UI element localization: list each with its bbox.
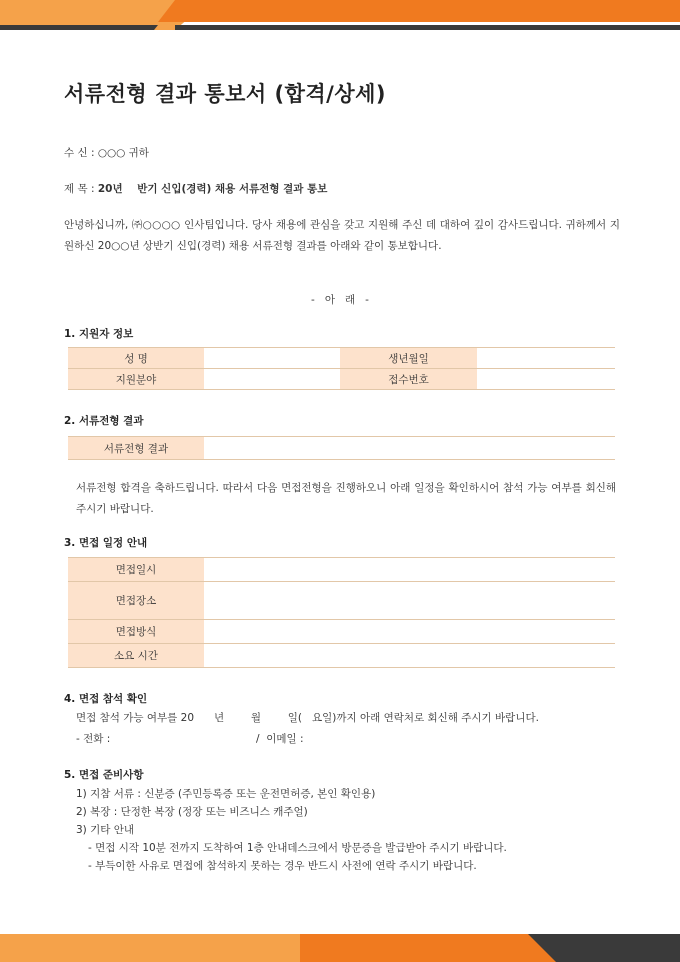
subject-line [64, 181, 327, 196]
duration-field[interactable] [204, 644, 615, 668]
attendance-reply-line: 면접 참석 가능 여부를 20 년 월 일( 요일)까지 아래 연락처로 회신해 주시기 바랍니다. [76, 712, 539, 724]
name-label: 성 명 [68, 348, 204, 369]
phone-label: - 전화 : [76, 733, 111, 745]
screening-result-label: 서류전형 결과 [68, 437, 204, 460]
table-row [68, 582, 615, 620]
list-item: - 부득이한 사유로 면접에 참석하지 못하는 경우 반드시 사전에 연락 주시기 바랍니다. [88, 860, 477, 872]
section5-heading: 5. 면접 준비사항 [64, 769, 144, 781]
subject-text: 년 반기 신입(경력) 채용 서류전형 결과 통보 [112, 183, 328, 195]
email-label: / 이메일 : [256, 733, 304, 745]
section2-heading: 2. 서류전형 결과 [64, 415, 144, 427]
subject-label: 제 목 : [64, 183, 98, 195]
duration-label: 소요 시간 [68, 644, 204, 668]
section4-heading: 4. 면접 참석 확인 [64, 693, 148, 705]
application-number-label: 접수번호 [340, 369, 477, 390]
interview-location-label: 면접장소 [68, 582, 204, 620]
screening-result-field[interactable] [204, 437, 615, 460]
table-row [68, 644, 615, 668]
birthdate-field[interactable] [477, 348, 615, 369]
interview-method-label: 면접방식 [68, 620, 204, 644]
table-row [68, 437, 615, 460]
list-item: 3) 기타 안내 [76, 824, 135, 836]
interview-datetime-field[interactable] [204, 558, 615, 582]
subject-year: 20 [97, 183, 113, 195]
section1-heading: 1. 지원자 정보 [64, 328, 134, 340]
list-item: - 면접 시작 10분 전까지 도착하여 1층 안내데스크에서 방문증을 발급받아 주시기 바랍니다. [88, 842, 507, 854]
name-field[interactable] [204, 348, 340, 369]
field-of-application-field[interactable] [204, 369, 340, 390]
list-item: 1) 지참 서류 : 신분증 (주민등록증 또는 운전면허증, 본인 확인용) [76, 788, 376, 800]
below-marker: - 아 래 - [311, 294, 369, 306]
applicant-info-table [68, 347, 615, 390]
table-row [68, 558, 615, 582]
interview-method-field[interactable] [204, 620, 615, 644]
table-row [68, 620, 615, 644]
screening-result-table [68, 436, 615, 460]
list-item: 2) 복장 : 단정한 복장 (정장 또는 비즈니스 캐주얼) [76, 806, 308, 818]
screening-message: 서류전형 합격을 축하드립니다. 따라서 다음 면접전형을 진행하오니 아래 일정을 확인하시어 참석 가능 여부를 회신해 주시기 바랍니다. [76, 482, 616, 515]
document-title: 서류전형 결과 통보서 (합격/상세) [64, 82, 387, 106]
application-number-field[interactable] [477, 369, 615, 390]
birthdate-label: 생년월일 [340, 348, 477, 369]
field-of-application-label: 지원분야 [68, 369, 204, 390]
section3-heading: 3. 면접 일정 안내 [64, 537, 148, 549]
interview-datetime-label: 면접일시 [68, 558, 204, 582]
interview-schedule-table [68, 557, 615, 668]
interview-location-field[interactable] [204, 582, 615, 620]
recipient-line: 수 신 : ○○○ 귀하 [64, 147, 149, 159]
intro-paragraph: 안녕하십니까, ㈜○○○○ 인사팀입니다. 당사 채용에 관심을 갖고 지원해 주신 데 대하여 깊이 감사드립니다. 귀하께서 지원하신 20○○년 상반기 신입(경력) 채용 서류전형 결과를 아래와 같이 통보합니다. [64, 219, 620, 252]
table-row [68, 348, 615, 369]
table-row [68, 369, 615, 390]
